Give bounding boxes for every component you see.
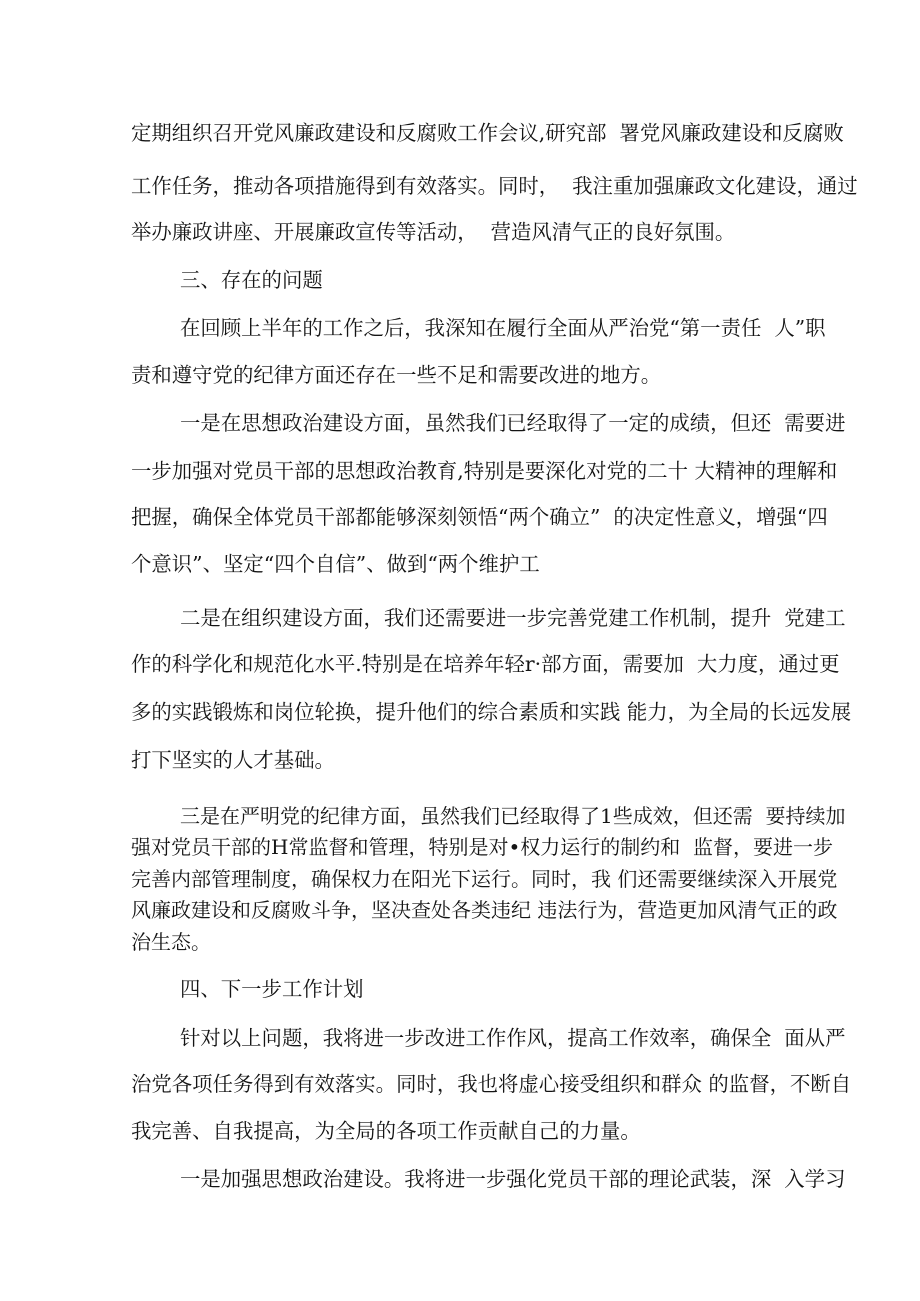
text-line: 治生态。 xyxy=(131,930,211,954)
text-line: 治党各项任务得到有效落实。同时，我也将虚心接受组织和群众 的监督，不断自 xyxy=(131,1072,852,1096)
text-line: 三是在严明党的纪律方面，虽然我们已经取得了1些成效，但还需 要持续加 xyxy=(180,804,846,828)
text-line: 针对以上问题，我将进一步改进工作作风，提高工作效率，确保全 面从严 xyxy=(180,1026,846,1050)
text-line: 责和遵守党的纪律方面还存在一些不足和需要改进的地方。 xyxy=(131,363,662,387)
text-line: 把握，确保全体党员干部都能够深刻领悟“两个确立” 的决定性意义，增强“四 xyxy=(131,505,828,529)
text-line: 一是加强思想政治建设。我将进一步强化党员干部的理论武装，深 入学习 xyxy=(180,1167,846,1191)
text-line: 工作任务，推动各项措施得到有效落实。同时， 我注重加强廉政文化建设，通过 xyxy=(131,174,858,198)
text-line: 多的实践锻炼和岗位轮换，提升他们的综合素质和实践 能力，为全局的长远发展 xyxy=(131,700,852,724)
text-line: 一步加强对党员干部的思想政治教育,特别是要深化对党的二十 大精神的理解和 xyxy=(131,459,838,483)
text-line: 我完善、自我提高，为全局的各项工作贡献自己的力量。 xyxy=(131,1119,641,1143)
text-line: 定期组织召开党风廉政建设和反腐败工作会议,研究部 署党风廉政建设和反腐败 xyxy=(131,121,844,145)
text-line: 风廉政建设和反腐败斗争，坚决查处各类违纪 违法行为，营造更加风清气正的政 xyxy=(131,898,838,922)
text-line: 打下坚实的人才基础。 xyxy=(131,748,335,772)
text-line: 个意识”、坚定“四个自信”、做到“两个维护工 xyxy=(131,552,540,576)
section-heading: 三、存在的问题 xyxy=(180,268,323,292)
section-heading: 四、下一步工作计划 xyxy=(180,977,364,1001)
text-line: 举办廉政讲座、开展廉政宣传等活动， 营造风清气正的良好氛围。 xyxy=(131,220,736,244)
text-line: 强对党员干部的H常监督和管理，特别是对•权力运行的制约和 监督，要进一步 xyxy=(131,835,833,859)
text-line: 完善内部管理制度，确保权力在阳光下运行。同时，我 们还需要继续深入开展党 xyxy=(131,867,838,891)
text-line: 一是在思想政治建设方面，虽然我们已经取得了一定的成绩，但还 需要进 xyxy=(180,411,846,435)
text-line: 在回顾上半年的工作之后，我深知在履行全面从严治党“第一责任 人”职 xyxy=(180,316,826,340)
text-line: 作的科学化和规范化水平.特别是在培养年轻r·部方面，需要加 大力度，通过更 xyxy=(131,652,840,676)
text-line: 二是在组织建设方面，我们还需要进一步完善党建工作机制，提升 党建工 xyxy=(180,606,846,630)
